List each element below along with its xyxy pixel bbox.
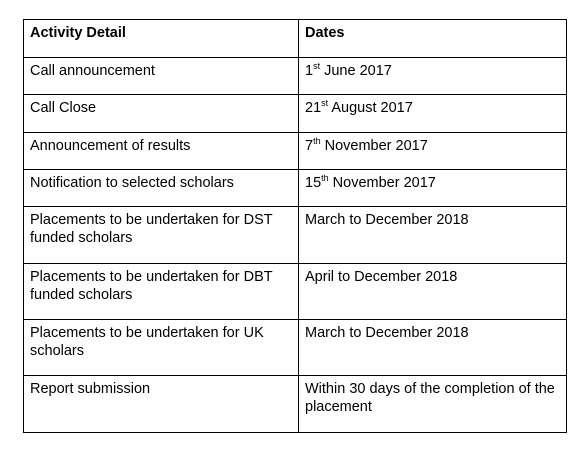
table-row: [24, 264, 567, 320]
date-cell: Within 30 days of the completion of the placement: [299, 376, 567, 433]
date-cell: March to December 2018: [299, 320, 567, 376]
date-ordinal: st: [313, 61, 321, 71]
table-row: [24, 133, 567, 170]
table-row: [24, 320, 567, 376]
date-month-year: August 2017: [328, 100, 413, 116]
date-ordinal: st: [321, 98, 329, 108]
activity-cell: Call Close: [24, 95, 299, 133]
activity-cell: Report submission: [24, 376, 299, 433]
activity-cell: Placements to be undertaken for UK scholars: [24, 320, 299, 376]
date-day: 15: [305, 175, 322, 191]
date-day: 21: [305, 100, 322, 116]
date-day: 7: [305, 138, 314, 154]
date-cell: [299, 95, 567, 133]
date-ordinal: th: [313, 136, 321, 146]
date-month-year: November 2017: [320, 138, 428, 154]
table-row: [24, 376, 567, 433]
table-row: [24, 95, 567, 133]
date-cell: [299, 170, 567, 207]
activity-cell: Call announcement: [24, 58, 299, 95]
activity-cell: Placements to be undertaken for DBT funded scholars: [24, 264, 299, 320]
date-cell: [299, 133, 567, 170]
table-row: [24, 170, 567, 207]
table-header: [24, 20, 567, 58]
activity-cell: Announcement of results: [24, 133, 299, 170]
activity-cell: Placements to be undertaken for DST funded scholars: [24, 207, 299, 264]
date-month-year: November 2017: [328, 175, 436, 191]
header-row: [24, 20, 567, 58]
date-cell: [299, 58, 567, 95]
date-day: 1: [305, 63, 314, 79]
header-dates: Dates: [299, 20, 567, 58]
date-cell: April to December 2018: [299, 264, 567, 320]
date-month-year: June 2017: [320, 63, 392, 79]
table-row: [24, 207, 567, 264]
date-ordinal: th: [321, 173, 329, 183]
date-cell: March to December 2018: [299, 207, 567, 264]
activity-cell: Notification to selected scholars: [24, 170, 299, 207]
table-body: [24, 58, 567, 433]
schedule-table: [23, 19, 567, 433]
header-activity-detail: Activity Detail: [24, 20, 299, 58]
table-row: [24, 58, 567, 95]
